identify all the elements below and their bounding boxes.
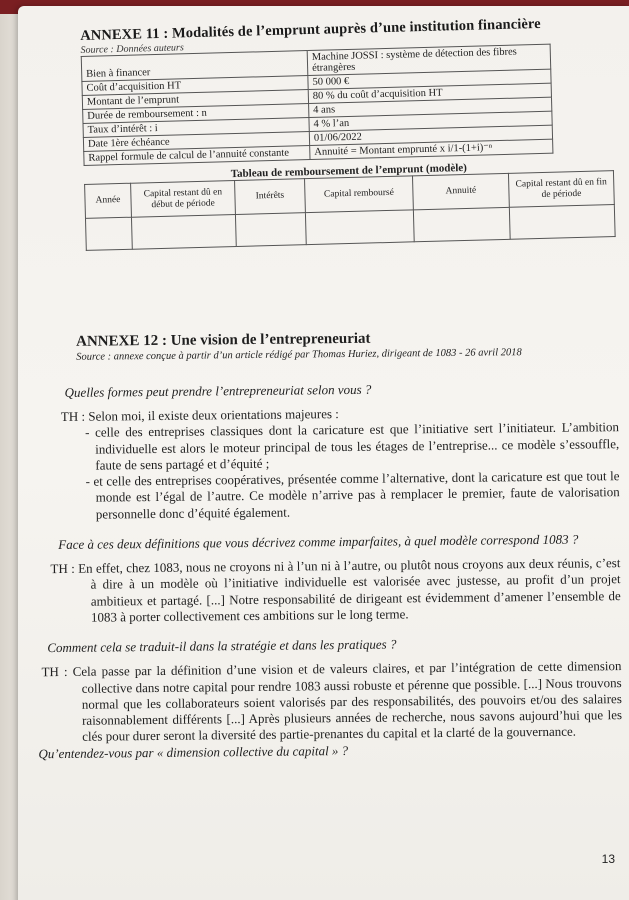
table-cell-label: Bien à financer <box>81 51 308 82</box>
column-header: Année <box>85 183 132 218</box>
repayment-table <box>84 170 616 251</box>
table-cell-label: Taux d’intérêt : i <box>83 118 309 138</box>
table-cell <box>413 207 510 242</box>
annex-11-section <box>80 14 616 251</box>
table-cell-label: Durée de remboursement : n <box>83 104 309 124</box>
table-cell <box>509 205 615 240</box>
annex-12-title: ANNEXE 12 : Une vision de l’entrepreneuriat <box>75 330 371 350</box>
answer-1-bullet-1: - celle des entreprises classiques dont la caricature est que l’initiative sert l’initiateur. L’ambition individuelle est alors le moteur principal de tous les étages de l’entreprise... ce modèle s’essouffle, faute de sens partagé et d’équité ; <box>84 419 620 473</box>
table-cell-label: Montant de l’emprunt <box>82 90 308 110</box>
answer-2: TH : En effet, chez 1083, nous ne croyons ni à l’un ni à l’autre, ou plutôt nous croyons aux deux réunis, c’est à dire à un modèle où l’initiative individuelle est valorisée avec justesse, au profit d’un projet ambitieux et partagé. [...] Notre responsabilité de dirigeant est évidemment d’amener l’ensemble de 1083 à porter collectivement ces ambitions sur le long terme. <box>50 555 621 625</box>
document-page <box>18 6 629 900</box>
page-number: 13 <box>601 852 615 866</box>
column-header: Annuité <box>412 173 509 210</box>
annex-12-source: Source : annexe conçue à partir d’un article rédigé par Thomas Huriez, dirigeant de 1083 - 26 avril 2018 <box>76 347 522 363</box>
table-cell <box>305 210 414 245</box>
question-1: Quelles formes peut prendre l’entrepreneuriat selon vous ? <box>64 381 372 400</box>
table-cell-value: 01/06/2022 <box>309 125 552 145</box>
table-cell <box>85 217 132 250</box>
column-header: Capital restant dû en début de période <box>131 181 236 218</box>
table-cell <box>235 213 306 247</box>
table-cell-label: Coût d’acquisition HT <box>82 76 308 96</box>
column-header: Intérêts <box>235 179 306 215</box>
answer-1-intro: TH : Selon moi, il existe deux orientations majeures : <box>60 406 339 424</box>
answer-3: TH : Cela passe par la définition d’une vision et de valeurs claires, et par l’intégration de cette dimension collective dans notre capital pour rendre 1083 aussi robuste et pérenne que possible. [...] Nous trouvons normal que les collaborateurs soient valorisés par des responsabilités, des pouvoirs et/ou des salaires raisonnablement différents [...] Après plusieurs années de recherche, nous savons aujourd’hui que les clés pour durer seront la diversité des partie-prenantes du capital et la clarté de la gouvernance. <box>41 658 623 745</box>
table-cell-value: 4 ans <box>309 97 552 117</box>
table-cell-label: Date 1ère échéance <box>83 132 309 152</box>
annex-12-section <box>38 328 623 762</box>
table-cell-value: Machine JOSSI : système de détection des fibres étrangères <box>307 44 551 75</box>
table-cell-value: 4 % l’an <box>309 111 552 131</box>
annex-11-source: Source : Données auteurs <box>80 42 184 56</box>
question-2: Face à ces deux définitions que vous décrivez comme imparfaites, à quel modèle correspond 1083 ? <box>58 531 579 553</box>
table-cell-label: Rappel formule de calcul de l’annuité constante <box>84 146 310 166</box>
table-cell-value: 50 000 € <box>308 69 551 89</box>
table-cell-value: Annuité = Montant emprunté x i/1-(1+i)⁻ⁿ <box>310 139 553 159</box>
column-header: Capital restant dû en fin de période <box>508 171 614 208</box>
question-4: Qu’entendez-vous par « dimension collective du capital » ? <box>38 742 349 761</box>
annex-11-title: ANNEXE 11 : Modalités de l’emprunt auprès d’une institution financière <box>80 15 541 44</box>
loan-terms-table <box>81 44 554 166</box>
table-cell-value: 80 % du coût d’acquisition HT <box>308 83 551 103</box>
repayment-table-caption: Tableau de remboursement de l’emprunt (modèle) <box>230 161 468 181</box>
question-3: Comment cela se traduit-il dans la stratégie et dans les pratiques ? <box>47 636 397 656</box>
answer-1-bullet-2: - et celle des entreprises coopératives, présentée comme l’alternative, dont la caricature est que tout le monde est l’égal de l’autre. Ce modèle n’arrive pas à remplacer le premier, faute de valorisation personnelle donc d’équité également. <box>85 468 620 522</box>
column-header: Capital remboursé <box>305 176 414 213</box>
table-cell <box>131 214 236 249</box>
